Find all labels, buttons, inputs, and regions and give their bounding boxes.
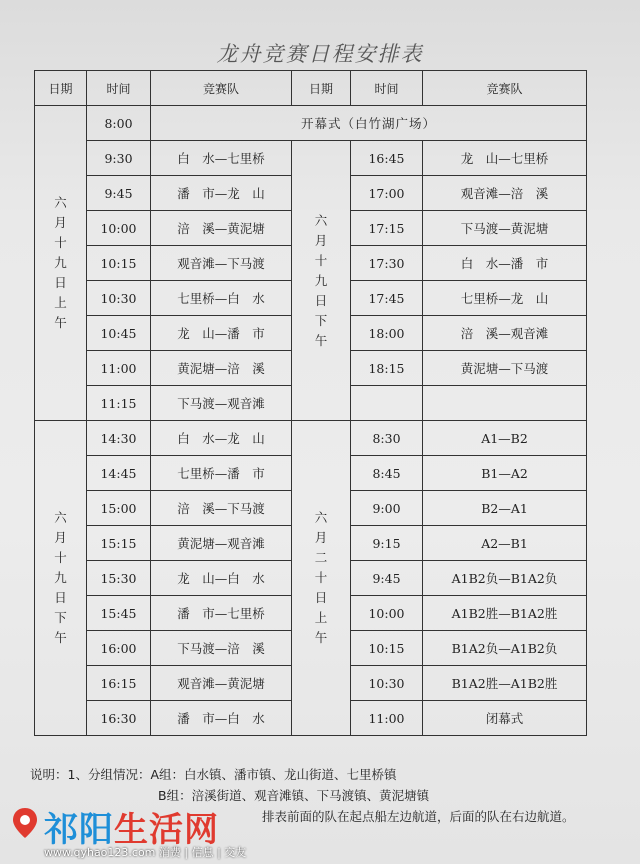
match-teams: B1A2负—A1B2负 [423,631,587,666]
match-teams: 潘 市—龙 山 [151,176,292,211]
match-teams: 涪 溪—观音滩 [423,316,587,351]
ceremony-time: 8:00 [87,106,151,141]
match-teams: A2—B1 [423,526,587,561]
location-pin-icon [8,806,42,840]
match-time: 17:00 [351,176,423,211]
match-teams: 下马渡—涪 溪 [151,631,292,666]
header-team-2: 竞赛队 [423,71,587,106]
match-teams: A1—B2 [423,421,587,456]
match-time: 14:45 [87,456,151,491]
watermark-url: www.qyhao123.com 消费 | 信息 | 交友 [44,846,247,859]
match-time: 17:30 [351,246,423,281]
match-teams: 观音滩—下马渡 [151,246,292,281]
match-teams: B1A2胜—A1B2胜 [423,666,587,701]
header-date: 日期 [35,71,87,106]
match-time: 14:30 [87,421,151,456]
watermark [0,806,640,864]
period-jun19-morning: 六月十九日上午 [35,106,87,421]
match-teams: 下马渡—黄泥塘 [423,211,587,246]
match-time: 8:45 [351,456,423,491]
match-teams: 白 水—龙 山 [151,421,292,456]
ceremony-row [35,106,587,141]
table-row [35,421,587,456]
match-time: 17:15 [351,211,423,246]
note-line-1: 说明：1、分组情况：A组：白水镇、潘市镇、龙山街道、七里桥镇 [30,767,397,782]
note-line-2: B组：涪溪街道、观音滩镇、下马渡镇、黄泥塘镇 [158,788,430,803]
match-time: 9:30 [87,141,151,176]
match-time: 17:45 [351,281,423,316]
match-time: 15:30 [87,561,151,596]
match-teams [423,386,587,421]
match-time: 9:45 [87,176,151,211]
match-teams: 涪 溪—下马渡 [151,491,292,526]
schedule-table [34,70,587,736]
match-teams: 龙 山—潘 市 [151,316,292,351]
match-teams: 七里桥—潘 市 [151,456,292,491]
match-time: 15:45 [87,596,151,631]
table-row [35,141,587,176]
header-team: 竞赛队 [151,71,292,106]
match-time: 10:00 [87,211,151,246]
match-teams: A1B2负—B1A2负 [423,561,587,596]
match-time: 9:00 [351,491,423,526]
match-teams: 龙 山—七里桥 [423,141,587,176]
match-teams: B2—A1 [423,491,587,526]
period-jun19-afternoon: 六月十九日下午 [292,141,351,421]
match-time: 10:30 [87,281,151,316]
note-line-3: 排表前面的队在起点船左边航道，后面的队在右边航道。 [262,809,575,824]
schedule-body [35,106,587,736]
match-time: 9:45 [351,561,423,596]
header-row [35,71,587,106]
match-teams: 潘 市—白 水 [151,701,292,736]
match-time: 15:15 [87,526,151,561]
match-time: 9:15 [351,526,423,561]
match-time: 16:45 [351,141,423,176]
match-time: 16:30 [87,701,151,736]
match-teams: 黄泥塘—涪 溪 [151,351,292,386]
match-teams: 观音滩—涪 溪 [423,176,587,211]
period-jun19-afternoon-left: 六月十九日下午 [35,421,87,736]
match-time: 16:15 [87,666,151,701]
match-time: 8:30 [351,421,423,456]
match-time: 18:00 [351,316,423,351]
match-teams: 七里桥—龙 山 [423,281,587,316]
match-time: 15:00 [87,491,151,526]
match-teams: 白 水—潘 市 [423,246,587,281]
match-teams: 七里桥—白 水 [151,281,292,316]
match-time: 10:45 [87,316,151,351]
match-time: 10:00 [351,596,423,631]
opening-ceremony: 开幕式（白竹湖广场） [151,106,587,141]
match-teams: 黄泥塘—观音滩 [151,526,292,561]
page-title: 龙舟竞赛日程安排表 [216,42,424,66]
brand-part-b: 生活网 [114,810,219,850]
match-time: 18:15 [351,351,423,386]
match-time: 10:15 [351,631,423,666]
match-teams: B1—A2 [423,456,587,491]
match-teams: 白 水—七里桥 [151,141,292,176]
match-time [351,386,423,421]
match-teams: 涪 溪—黄泥塘 [151,211,292,246]
match-teams: 黄泥塘—下马渡 [423,351,587,386]
match-teams: 龙 山—白 水 [151,561,292,596]
match-time: 11:00 [87,351,151,386]
match-teams: 潘 市—七里桥 [151,596,292,631]
match-teams: 下马渡—观音滩 [151,386,292,421]
match-time: 10:15 [87,246,151,281]
match-time: 11:15 [87,386,151,421]
match-teams: 观音滩—黄泥塘 [151,666,292,701]
match-time: 16:00 [87,631,151,666]
match-time: 11:00 [351,701,423,736]
period-jun20-morning: 六月二十日上午 [292,421,351,736]
brand-part-a: 祁阳 [44,810,114,850]
match-time: 10:30 [351,666,423,701]
match-teams: 闭幕式 [423,701,587,736]
match-teams: A1B2胜—B1A2胜 [423,596,587,631]
header-time: 时间 [87,71,151,106]
header-date-2: 日期 [292,71,351,106]
header-time-2: 时间 [351,71,423,106]
